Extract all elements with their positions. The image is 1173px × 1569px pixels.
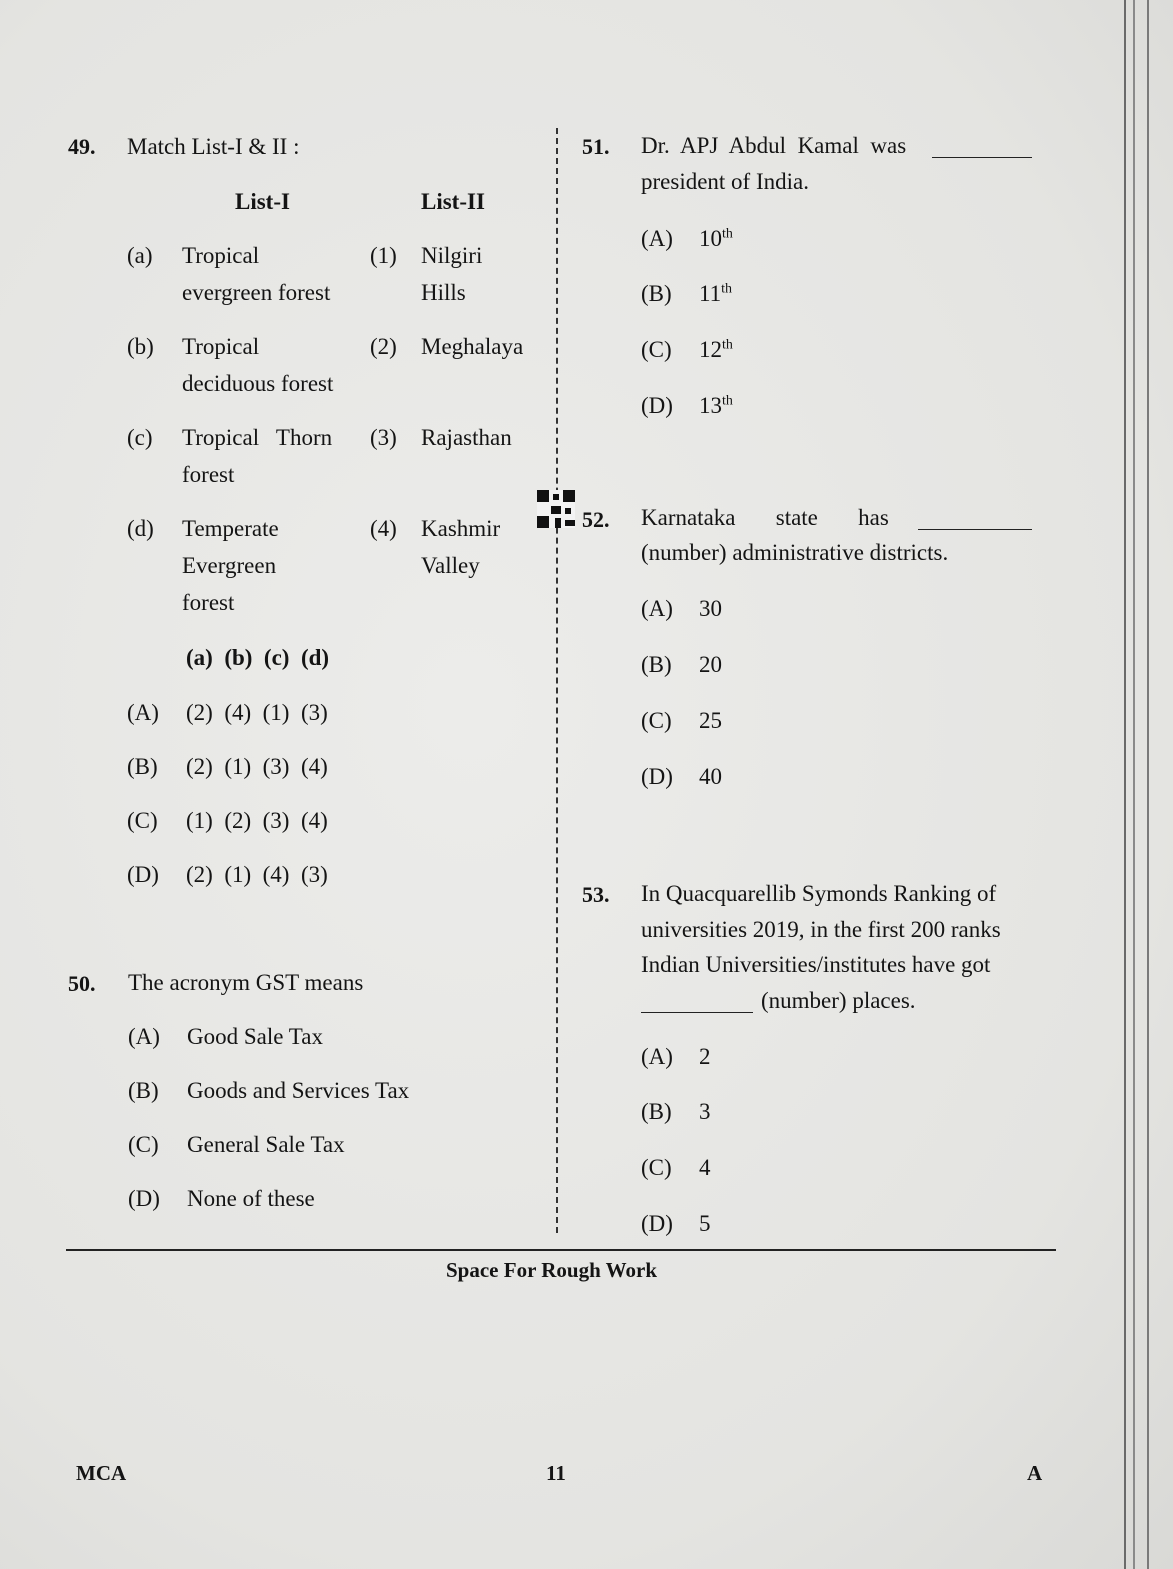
option-letter: (B) <box>641 281 672 306</box>
list2-item: Meghalaya <box>421 334 524 359</box>
question-prompt: (number) places. <box>761 988 916 1013</box>
option-text: (1) (2) (3) (4) <box>186 808 328 833</box>
footer-subject: MCA <box>76 1461 127 1485</box>
question-prompt: The acronym GST means <box>128 970 364 995</box>
option-letter: (D) <box>641 764 673 789</box>
codes-header: (a) (b) (c) (d) <box>186 645 330 670</box>
binding-line <box>1133 0 1135 1569</box>
question-number: 53. <box>582 882 610 907</box>
list2-header: List-II <box>421 189 485 214</box>
question-number: 51. <box>582 134 610 159</box>
list1-header: List-I <box>235 189 290 214</box>
list1-item: Evergreen <box>182 553 277 578</box>
list1-item: evergreen forest <box>182 280 331 305</box>
list1-item: deciduous forest <box>182 371 334 396</box>
question-prompt: Karnataka state has <box>641 505 889 530</box>
answer-blank <box>932 135 1032 158</box>
list1-item: Tropical <box>182 243 260 268</box>
option-letter: (A) <box>127 700 159 725</box>
option-text: None of these <box>187 1186 315 1211</box>
option-letter: (A) <box>641 596 673 621</box>
option-text: 10th <box>699 226 733 251</box>
option-text: 3 <box>699 1099 711 1124</box>
option-letter: (C) <box>641 1155 672 1180</box>
list1-item: forest <box>182 462 235 487</box>
option-letter: (B) <box>128 1078 159 1103</box>
option-text: Good Sale Tax <box>187 1024 323 1049</box>
list2-item: Valley <box>421 553 480 578</box>
question-number: 49. <box>68 134 96 159</box>
option-text: 13th <box>699 393 733 418</box>
list1-item: Tropical Thorn <box>182 425 333 450</box>
list2-item: Kashmir <box>421 516 501 541</box>
question-number: 52. <box>582 507 610 532</box>
option-letter: (D) <box>641 1211 673 1236</box>
option-letter: (B) <box>641 652 672 677</box>
option-letter: (B) <box>127 754 158 779</box>
row-key: (d) <box>127 516 154 541</box>
option-letter: (A) <box>128 1024 160 1049</box>
option-text: 25 <box>699 708 722 733</box>
booklet-series: A <box>1027 1461 1043 1485</box>
answer-blank <box>641 990 753 1013</box>
row-key: (c) <box>127 425 153 450</box>
list2-number: (4) <box>370 516 397 541</box>
option-letter: (D) <box>128 1186 160 1211</box>
option-letter: (C) <box>128 1132 159 1157</box>
option-text: 4 <box>699 1155 711 1180</box>
option-letter: (C) <box>641 337 672 362</box>
option-text: 11th <box>699 281 733 306</box>
qr-code-icon <box>537 490 575 528</box>
rough-work-label: Space For Rough Work <box>446 1258 658 1282</box>
option-text: 5 <box>699 1211 711 1236</box>
option-letter: (D) <box>641 393 673 418</box>
page-number: 11 <box>546 1461 566 1485</box>
list1-item: Tropical <box>182 334 260 359</box>
question-prompt: president of India. <box>641 169 809 194</box>
option-letter: (D) <box>127 862 159 887</box>
list2-item: Nilgiri <box>421 243 483 268</box>
binding-line <box>1147 0 1149 1569</box>
option-letter: (A) <box>641 1044 673 1069</box>
question-number: 50. <box>68 971 96 996</box>
option-text: 2 <box>699 1044 711 1069</box>
option-text: General Sale Tax <box>187 1132 345 1157</box>
list2-item: Hills <box>421 280 466 305</box>
question-prompt: In Quacquarellib Symonds Ranking of <box>641 881 997 906</box>
option-text: (2) (4) (1) (3) <box>186 700 328 725</box>
list2-number: (1) <box>370 243 397 268</box>
option-letter: (C) <box>127 808 158 833</box>
option-letter: (C) <box>641 708 672 733</box>
list2-item: Rajasthan <box>421 425 512 450</box>
option-text: 40 <box>699 764 722 789</box>
question-prompt: (number) administrative districts. <box>641 540 949 565</box>
option-text: 30 <box>699 596 722 621</box>
option-letter: (B) <box>641 1099 672 1124</box>
row-key: (b) <box>127 334 154 359</box>
option-text: 12th <box>699 337 733 362</box>
binding-line <box>1124 0 1126 1569</box>
question-prompt: Match List-I & II : <box>127 134 300 159</box>
option-letter: (A) <box>641 226 673 251</box>
column-divider <box>556 128 558 1233</box>
option-text: (2) (1) (4) (3) <box>186 862 328 887</box>
list1-item: forest <box>182 590 235 615</box>
question-prompt: universities 2019, in the first 200 ranks <box>641 917 1001 942</box>
list2-number: (3) <box>370 425 397 450</box>
option-text: (2) (1) (3) (4) <box>186 754 328 779</box>
question-prompt: Dr. APJ Abdul Kamal was <box>641 133 907 158</box>
option-text: Goods and Services Tax <box>187 1078 410 1103</box>
option-text: 20 <box>699 652 722 677</box>
list2-number: (2) <box>370 334 397 359</box>
question-prompt: Indian Universities/institutes have got <box>641 952 991 977</box>
row-key: (a) <box>127 243 153 268</box>
answer-blank <box>918 507 1032 530</box>
rough-work-divider <box>66 1249 1056 1251</box>
list1-item: Temperate <box>182 516 279 541</box>
